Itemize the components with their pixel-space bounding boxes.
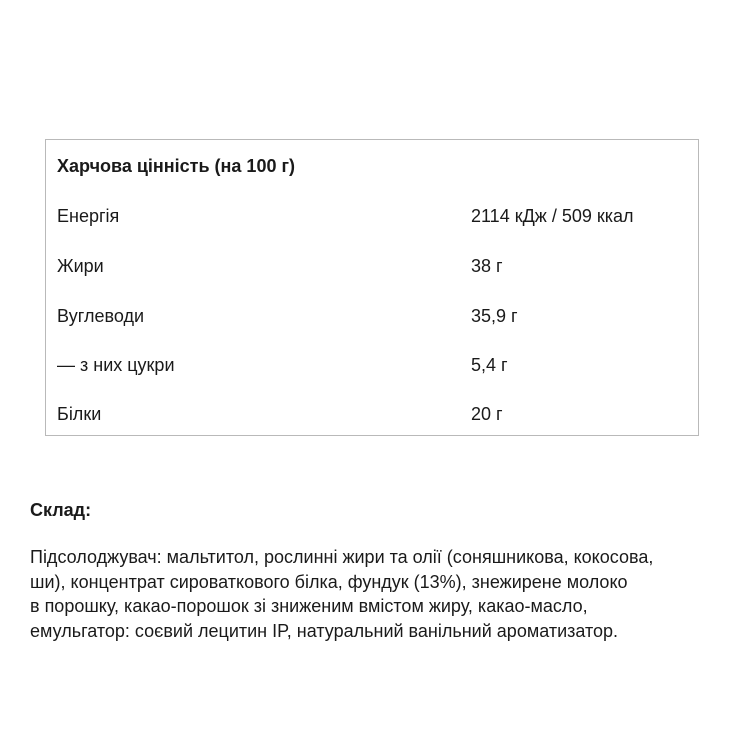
nutrition-value: 20 г	[471, 404, 503, 424]
nutrition-row-carbs	[46, 306, 698, 330]
nutrition-value: 2114 кДж / 509 ккал	[471, 206, 634, 226]
composition-line: емульгатор: соєвий лецитин IP, натуральний ванільний ароматизатор.	[30, 620, 619, 641]
composition-line: в порошку, какао-порошок зі зниженим вмістом жиру, какао-масло,	[30, 596, 588, 616]
composition-line: ши), концентрат сироваткового білка, фундук (13%), знежирене молоко	[30, 571, 628, 592]
nutrition-table	[45, 139, 699, 436]
composition-text	[30, 545, 730, 643]
nutrition-row-fat	[46, 256, 698, 280]
nutrition-row-protein	[46, 404, 698, 428]
nutrition-title: Харчова цінність (на 100 г)	[57, 156, 295, 176]
nutrition-label: Жири	[57, 256, 104, 276]
nutrition-label: Білки	[57, 404, 102, 424]
nutrition-label: Вуглеводи	[57, 306, 145, 326]
nutrition-label: — з них цукри	[57, 355, 175, 375]
nutrition-row-energy	[46, 206, 698, 230]
nutrition-value: 5,4 г	[471, 355, 508, 375]
nutrition-row-sugars	[46, 355, 698, 379]
nutrition-label: Енергія	[57, 206, 120, 226]
composition-line: Підсолоджувач: мальтитол, рослинні жири та олії (соняшникова, кокосова,	[30, 547, 654, 567]
composition-heading: Склад:	[30, 500, 92, 520]
nutrition-value: 38 г	[471, 256, 503, 276]
nutrition-value: 35,9 г	[471, 306, 518, 326]
